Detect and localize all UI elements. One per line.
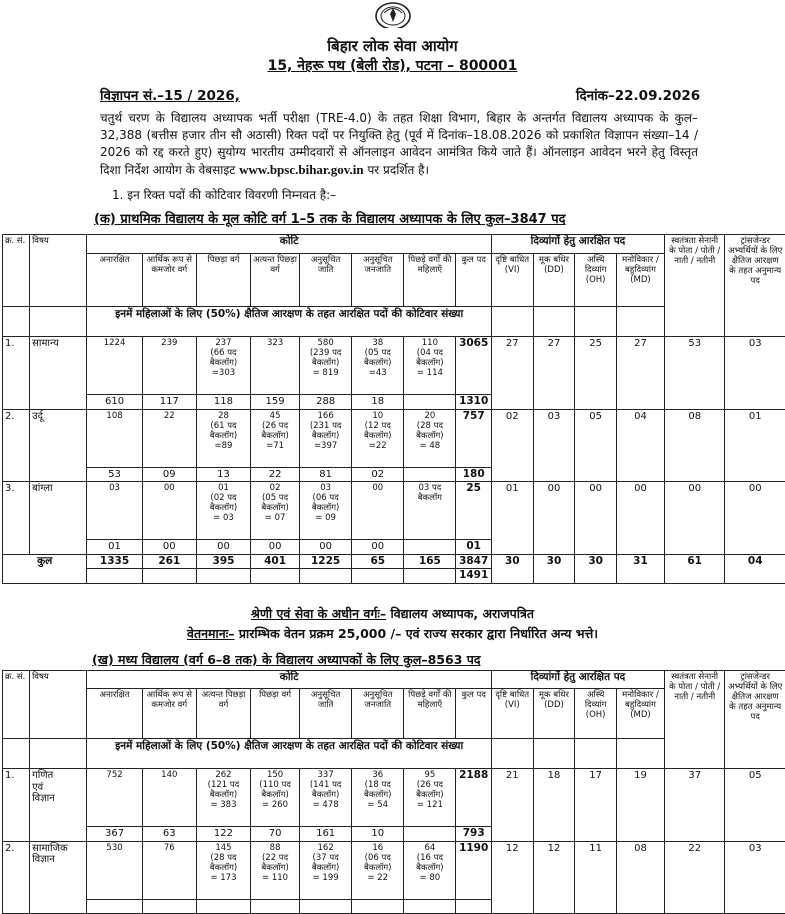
women-cell (456, 899, 491, 913)
reserved-cell: 08 (664, 409, 724, 482)
row-number: 1. (3, 769, 30, 842)
category-cell: 262 (121 पद बैकलॉग) = 383 (196, 769, 250, 827)
category-cell: 239 (142, 337, 196, 395)
table-a-body (3, 337, 785, 584)
advertisement-number: विज्ञापन सं.–15 / 2026, (100, 86, 240, 104)
reserved-cell: 00 (533, 482, 575, 555)
total-cell: 401 (251, 554, 300, 569)
dd-header: मूक बधिर (DD) (533, 689, 575, 739)
koti-header: कोटि (87, 671, 492, 689)
category-cell: 45 (26 पद बैकलॉग) =71 (251, 409, 300, 467)
category-cell: 00 (142, 482, 196, 540)
row-number: 1. (3, 337, 30, 410)
women-cell (352, 899, 404, 913)
total-cell: 30 (491, 554, 533, 583)
women-cell (142, 899, 196, 913)
reserved-cell: 08 (616, 841, 664, 913)
empty-cell (196, 569, 250, 584)
freedom-fighter-header: स्वतंत्रता सेनानी के पोता / पोती / नाती / नतीनी (664, 671, 724, 769)
women-cell: 01 (456, 540, 491, 555)
section-a-title: (क) प्राथमिक विद्यालय के मूल कोटि वर्ग 1–5 तक के विद्यालय अध्यापक के लिए कुल–3847 पद (94, 209, 566, 227)
women-cell: 793 (456, 827, 491, 842)
st-header: अनुसूचित जनजाति (352, 254, 404, 307)
women-cell: 70 (251, 827, 300, 842)
oh-header: अस्थि दिव्यांग (OH) (575, 254, 617, 307)
category-cell: 10 (12 पद बैकलॉग) =22 (352, 409, 404, 467)
women-cell (404, 467, 456, 482)
unreserved-header: अनारक्षित (87, 254, 142, 307)
org-name: बिहार लोक सेवा आयोग (0, 36, 785, 56)
table-row (3, 482, 785, 540)
total-header: कुल पद (456, 254, 491, 307)
women-cell: 81 (300, 467, 352, 482)
category-cell: 01 (02 पद बैकलॉग) = 03 (196, 482, 250, 540)
md-header: मनोविकार / बहुदिव्यांग (MD) (616, 689, 664, 739)
sc-header: अनुसूचित जाति (300, 689, 352, 739)
advertisement-date: दिनांक–22.09.2026 (576, 86, 700, 104)
table-row (3, 769, 785, 827)
reserved-cell: 03 (533, 409, 575, 482)
women-cell: 00 (300, 540, 352, 555)
reserved-cell: 04 (616, 409, 664, 482)
category-cell: 108 (87, 409, 142, 467)
dd-header: मूक बधिर (DD) (533, 254, 575, 307)
category-cell: 03 (87, 482, 142, 540)
total-cell: 31 (616, 554, 664, 583)
empty-cell (352, 569, 404, 584)
category-cell: 145 (28 पद बैकलॉग) = 173 (196, 841, 250, 899)
category-cell: 752 (87, 769, 142, 827)
women-cell: 00 (352, 540, 404, 555)
category-intro-line: 1. इन रिक्त पदों की कोटिवार विवरणी निम्नवत है:– (112, 186, 336, 203)
women-cell: 00 (251, 540, 300, 555)
row-subject: सामाजिक विज्ञान (30, 841, 87, 913)
table-primary (2, 234, 785, 584)
women-reservation-note: इनमें महिलाओं के लिए (50%) क्षैतिज आरक्षण के तहत आरक्षित पदों की कोटिवार संख्या (87, 307, 492, 337)
category-label: श्रेणी एवं सेवा के अधीन वर्गः– (251, 606, 386, 621)
category-cell: 166 (231 पद बैकलॉग) =397 (300, 409, 352, 467)
reserved-cell: 05 (725, 769, 785, 842)
category-cell: 580 (239 पद बैकलॉग) = 819 (300, 337, 352, 395)
reserved-cell: 27 (616, 337, 664, 410)
st-header: अनुसूचित जनजाति (352, 689, 404, 739)
bc-women-header: पिछड़े वर्गों की महिलाएँ (404, 254, 456, 307)
subject-header: विषय (30, 235, 87, 307)
ews-header: आर्थिक रूप से कमजोर वर्ग (142, 689, 196, 739)
reserved-cell: 00 (575, 482, 617, 555)
row-subject: उर्दू (30, 409, 87, 482)
women-cell: 18 (352, 395, 404, 410)
org-address: 15, नेहरू पथ (बेली रोड), पटना – 800001 (0, 56, 785, 75)
women-cell: 63 (142, 827, 196, 842)
women-cell: 118 (196, 395, 250, 410)
category-cell: 16 (06 पद बैकलॉग) = 22 (352, 841, 404, 899)
reserved-cell: 00 (616, 482, 664, 555)
pay-label: वेतनमानः– (187, 626, 234, 641)
category-cell: 00 (352, 482, 404, 540)
reserved-cell: 53 (664, 337, 724, 410)
reserved-cell: 01 (725, 409, 785, 482)
women-cell: 22 (251, 467, 300, 482)
category-cell: 36 (18 पद बैकलॉग) = 54 (352, 769, 404, 827)
women-cell: 367 (87, 827, 142, 842)
women-cell: 00 (196, 540, 250, 555)
empty-cell (251, 569, 300, 584)
category-cell: 2188 (456, 769, 491, 827)
women-cell: 01 (87, 540, 142, 555)
category-cell: 38 (05 पद बैकलॉग) =43 (352, 337, 404, 395)
row-subject: सामान्य (30, 337, 87, 410)
subject-header: विषय (30, 671, 87, 739)
total-cell: 30 (533, 554, 575, 583)
women-cell: 159 (251, 395, 300, 410)
total-cell: 04 (725, 554, 785, 583)
reserved-cell: 27 (533, 337, 575, 410)
women-cell (251, 899, 300, 913)
bc-header: पिछड़ा वर्ग (196, 254, 250, 307)
category-cell: 323 (251, 337, 300, 395)
bc-women-header: पिछड़े वर्गों की महिलाएँ (404, 689, 456, 739)
category-cell: 88 (22 पद बैकलॉग) = 110 (251, 841, 300, 899)
women-cell (404, 827, 456, 842)
category-cell: 95 (26 पद बैकलॉग) = 121 (404, 769, 456, 827)
reserved-cell: 17 (575, 769, 617, 842)
intro-paragraph (100, 110, 698, 179)
koti-header: कोटि (87, 235, 492, 254)
ews-header: आर्थिक रूप से कमजोर वर्ग (142, 254, 196, 307)
freedom-fighter-header: स्वतंत्रता सेनानी के पोता / पोती / नाती / नतीनी (664, 235, 724, 337)
section-b-title: (ख) मध्य विद्यालय (वर्ग 6–8 तक) के विद्यालय अध्यापकों के लिए कुल–8563 पद (92, 651, 480, 668)
category-cell: 02 (05 पद बैकलॉग) = 07 (251, 482, 300, 540)
total-cell: 1225 (300, 554, 352, 569)
empty-cell (87, 569, 142, 584)
empty-cell (142, 569, 196, 584)
women-cell: 161 (300, 827, 352, 842)
divyang-header: दिव्यांगों हेतु आरक्षित पद (491, 235, 664, 254)
reserved-cell: 02 (491, 409, 533, 482)
category-cell: 530 (87, 841, 142, 899)
bc-header: पिछड़ा वर्ग (251, 689, 300, 739)
total-cell: 1335 (87, 554, 142, 569)
women-cell: 13 (196, 467, 250, 482)
category-cell: 150 (110 पद बैकलॉग) = 260 (251, 769, 300, 827)
women-cell: 10 (352, 827, 404, 842)
table-middle (2, 670, 785, 914)
service-notes (0, 604, 785, 644)
category-cell: 757 (456, 409, 491, 467)
reserved-cell: 00 (725, 482, 785, 555)
transgender-header: ट्रांसजेन्डर अभ्यर्थियों के लिए क्षैतिज आरक्षण के तहत अनुमान्य पद (725, 235, 785, 337)
total-label: कुल (3, 554, 87, 583)
category-value: विद्यालय अध्यापक, अराजपत्रित (391, 606, 534, 621)
reserved-cell: 18 (533, 769, 575, 842)
category-cell: 3065 (456, 337, 491, 395)
ebc-header: अत्यन्त पिछड़ा वर्ग (196, 689, 250, 739)
women-cell: 610 (87, 395, 142, 410)
row-number: 2. (3, 841, 30, 913)
transgender-header: ट्रांसजेन्डर अभ्यर्थियों के लिए क्षैतिज आरक्षण के तहत अनुमान्य पद (725, 671, 785, 769)
unreserved-header: अनारक्षित (87, 689, 142, 739)
reserved-cell: 27 (491, 337, 533, 410)
table-row (3, 841, 785, 899)
total-cell: 395 (196, 554, 250, 569)
reserved-cell: 12 (491, 841, 533, 913)
vi-header: दृष्टि बाधित (VI) (491, 254, 533, 307)
intro-text: चतुर्थ चरण के विद्यालय अध्यापक भर्ती परीक्षा (TRE-4.0) के तहत शिक्षा विभाग, बिहार के अन्तर्गत विद्यालय अध्यापक के कुल– 32,388 (बत्तीस हजार तीन सौ अठासी) रिक्त पदों पर नियुक्ति हेतु (पूर्व में दिनांक–18.08.2026 को प्रकाशित विज्ञापन संख्या–14 / 2026 को रद्द करते हुए) सुयोग्य भारतीय उम्मीदवारों से ऑनलाइन आवेदन आमंत्रित किये जाते हैं। ऑनलाइन आवेदन भरने हेतु विस्तृत दिशा निर्देश आयोग के वेबसाइट (100, 111, 698, 177)
total-cell: 165 (404, 554, 456, 569)
total-header: कुल पद (456, 689, 491, 739)
sc-header: अनुसूचित जाति (300, 254, 352, 307)
row-subject: बांग्ला (30, 482, 87, 555)
row-number: 2. (3, 409, 30, 482)
women-cell: 1310 (456, 395, 491, 410)
total-cell: 61 (664, 554, 724, 583)
reserved-cell: 00 (664, 482, 724, 555)
row-number: 3. (3, 482, 30, 555)
reserved-cell: 11 (575, 841, 617, 913)
category-cell: 03 (06 पद बैकलॉग) = 09 (300, 482, 352, 540)
reserved-cell: 19 (616, 769, 664, 842)
women-reservation-note: इनमें महिलाओं के लिए (50%) क्षैतिज आरक्षण के तहत आरक्षित पदों की कोटिवार संख्या (87, 739, 492, 769)
category-cell: 110 (04 पद बैकलॉग) = 114 (404, 337, 456, 395)
total-cell: 30 (575, 554, 617, 583)
women-cell (404, 899, 456, 913)
vi-header: दृष्टि बाधित (VI) (491, 689, 533, 739)
table-row (3, 337, 785, 395)
women-cell: 117 (142, 395, 196, 410)
category-cell: 20 (28 पद बैकलॉग) = 48 (404, 409, 456, 467)
category-cell: 64 (16 पद बैकलॉग) = 80 (404, 841, 456, 899)
women-cell (404, 540, 456, 555)
oh-header: अस्थि दिव्यांग (OH) (575, 689, 617, 739)
intro-text-end: पर प्रदर्शित है। (367, 163, 429, 177)
website-link[interactable]: www.bpsc.bihar.gov.in (239, 162, 364, 177)
women-cell: 288 (300, 395, 352, 410)
total-cell: 3847 (456, 554, 491, 569)
bpsc-emblem-icon (372, 0, 414, 28)
table-row (3, 409, 785, 467)
category-cell: 28 (61 पद बैकलॉग) =89 (196, 409, 250, 467)
table-b-body (3, 769, 785, 914)
women-cell: 122 (196, 827, 250, 842)
category-cell: 162 (37 पद बैकलॉग) = 199 (300, 841, 352, 899)
category-cell: 337 (141 पद बैकलॉग) = 478 (300, 769, 352, 827)
sno-header: क्र. सं. (3, 235, 30, 307)
women-cell (404, 395, 456, 410)
women-total-cell: 1491 (456, 569, 491, 584)
women-cell (300, 899, 352, 913)
category-cell: 25 (456, 482, 491, 540)
category-cell: 1224 (87, 337, 142, 395)
reserved-cell: 21 (491, 769, 533, 842)
reserved-cell: 03 (725, 337, 785, 410)
women-cell: 09 (142, 467, 196, 482)
category-cell: 237 (66 पद बैकलॉग) =303 (196, 337, 250, 395)
reserved-cell: 03 (725, 841, 785, 913)
category-cell: 03 पद बैकलॉग (404, 482, 456, 540)
empty-cell (404, 569, 456, 584)
women-cell: 00 (142, 540, 196, 555)
category-cell: 76 (142, 841, 196, 899)
reserved-cell: 01 (491, 482, 533, 555)
pay-value: प्रारम्भिक वेतन प्रक्रम 25,000 /– एवं राज्य सरकार द्वारा निर्धारित अन्य भत्ते। (239, 626, 598, 641)
ebc-header: अत्यन्त पिछड़ा वर्ग (251, 254, 300, 307)
reserved-cell: 37 (664, 769, 724, 842)
md-header: मनोविकार / बहुदिव्यांग (MD) (616, 254, 664, 307)
sno-header: क्र. सं. (3, 671, 30, 739)
women-cell: 180 (456, 467, 491, 482)
empty-cell (300, 569, 352, 584)
total-cell: 261 (142, 554, 196, 569)
reserved-cell: 05 (575, 409, 617, 482)
total-cell: 65 (352, 554, 404, 569)
reserved-cell: 25 (575, 337, 617, 410)
reserved-cell: 12 (533, 841, 575, 913)
total-row (3, 554, 785, 569)
category-cell: 1190 (456, 841, 491, 899)
divyang-header: दिव्यांगों हेतु आरक्षित पद (491, 671, 664, 689)
category-cell: 140 (142, 769, 196, 827)
women-cell (196, 899, 250, 913)
women-cell: 02 (352, 467, 404, 482)
row-subject: गणित एवं विज्ञान (30, 769, 87, 842)
reserved-cell: 22 (664, 841, 724, 913)
category-cell: 22 (142, 409, 196, 467)
women-cell (87, 899, 142, 913)
women-cell: 53 (87, 467, 142, 482)
